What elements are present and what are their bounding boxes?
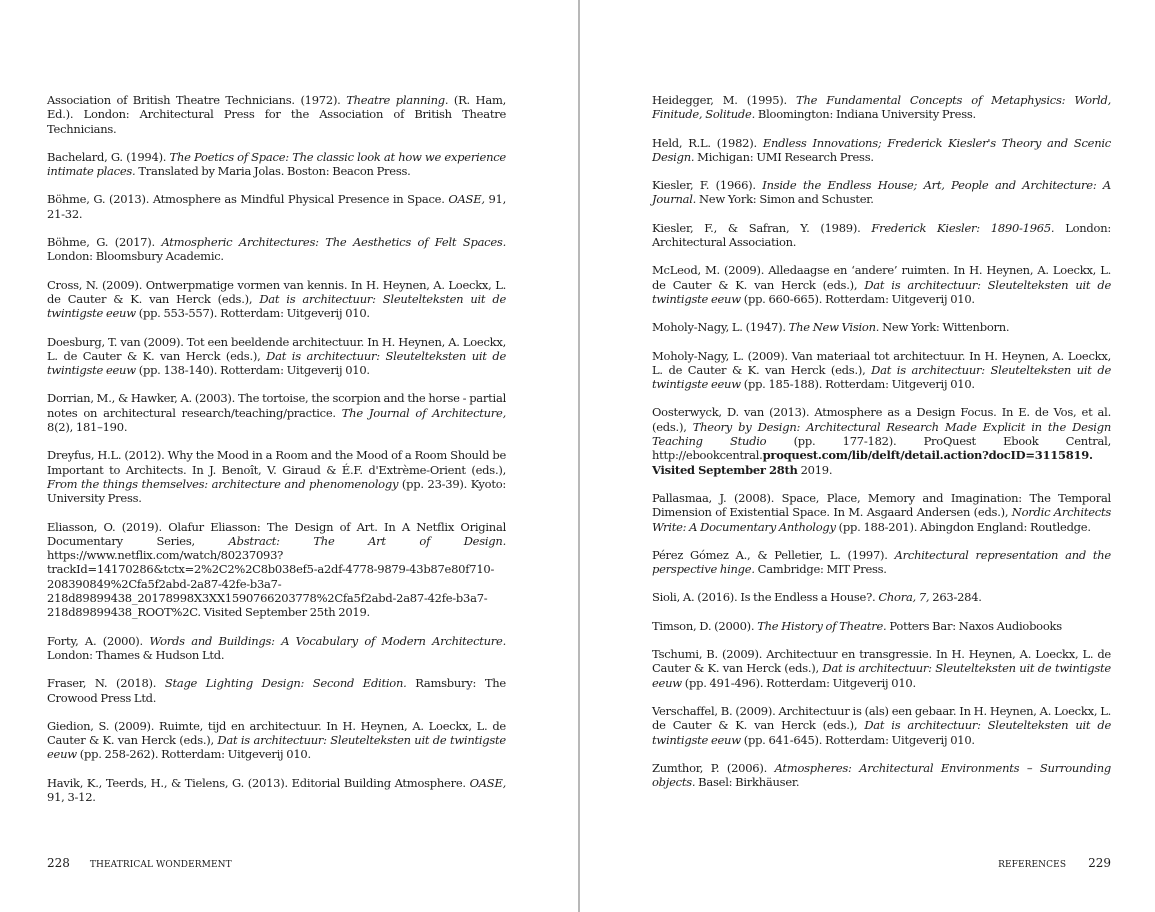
reference-entry [47, 719, 506, 762]
reference-text: https://www.netflix.com/watch/80237093?trackId=14170286&tctx=2%2C2%2C8b038ef5-a2df-4778-9879-43b87e80f710-208390849%2Cfa5f2abd-2a87-42fe-b3a7-218d89899438_20178998X3XX1590766203778%2Cfa5f2abd-2a87-42fe-b3a7-218d89899438_ROOT%2C. Visited September 25th 2019. [47, 548, 495, 620]
reference-title-text: Architectural representation and the perspective hinge. [652, 547, 1111, 577]
reference-list [47, 93, 506, 818]
reference-text: (pp. 177-182). ProQuest Ebook Central, http://ebookcentral. [652, 434, 1111, 463]
reference-title-text: Stage Lighting Design: Second Edition. [164, 676, 407, 691]
page-number: 228 [47, 856, 70, 870]
reference-text: Translated by Maria Jolas. Boston: Beacon Press. [135, 164, 411, 179]
reference-text: (pp. 138-140). Rotterdam: Uitgeverij 010. [135, 363, 370, 378]
page-footer [998, 856, 1111, 872]
reference-entry [652, 405, 1111, 476]
reference-entry [652, 93, 1111, 122]
reference-text: McLeod, M. (2009). Alledaagse en ‘andere’ ruimten. In H. Heynen, A. Loeckx, L. de Cauter & K. van Herck (eds.), [652, 263, 1111, 292]
reference-text: New York: Simon and Schuster. [696, 192, 874, 207]
reference-entry [47, 93, 506, 136]
reference-text: London: Architectural Association. [652, 220, 1111, 250]
reference-text: Oosterwyck, D. van (2013). Atmosphere as a Design Focus. In E. de Vos, et al. (eds.), [652, 405, 1111, 434]
reference-title-text: Dat is architectuur: Sleutelteksten uit de twintigste eeuw [652, 362, 1111, 392]
reference-text: Association of British Theatre Technicians. (1972). [47, 93, 347, 107]
reference-text: Pérez Gómez A., & Pelletier, L. (1997). [652, 547, 895, 562]
reference-text: Basel: Birkhäuser. [695, 775, 800, 790]
reference-text: Potters Bar: Naxos Audiobooks [886, 618, 1062, 633]
reference-title-text: Theatre planning. [346, 93, 449, 107]
reference-title-text: The Journal of Architecture, [341, 405, 507, 420]
reference-text: Verschaffel, B. (2009). Architectuur is (als) een gebaar. In H. Heynen, A. Loeckx, L. de Cauter & K. van Herck (eds.), [652, 703, 1111, 733]
reference-text: 91, 3-12. [47, 789, 96, 804]
reference-title-text: Abstract: The Art of Design. [228, 533, 506, 548]
reference-text: Havik, K., Teerds, H., & Tielens, G. (2013). Editorial Building Atmosphere. [47, 775, 470, 790]
reference-text: (pp. 553-557). Rotterdam: Uitgeverij 010. [135, 306, 370, 321]
reference-entry [47, 776, 506, 805]
reference-text: Fraser, N. (2018). [47, 676, 165, 691]
reference-title-text: Endless Innovations; Frederick Kiesler's Theory and Scenic Design. [652, 135, 1111, 164]
reference-title-text: OASE, [469, 775, 506, 790]
reference-text: Giedion, S. (2009). Ruimte, tijd en architectuur. In H. Heynen, A. Loeckx, L. de Cauter & K. van Herck (eds.), [47, 718, 506, 748]
reference-text: Böhme, G. (2017). [47, 235, 162, 250]
reference-text: Tschumi, B. (2009). Architectuur en transgressie. In H. Heynen, A. Loeckx, L. de Cauter & K. van Herck (eds.), [652, 647, 1111, 676]
reference-entry [47, 520, 506, 620]
reference-entry [652, 761, 1111, 790]
reference-text: Kiesler, F. (1966). [652, 178, 763, 193]
reference-entry [652, 619, 1111, 633]
reference-text: Böhme, G. (2013). Atmosphere as Mindful Physical Presence in Space. [47, 192, 449, 207]
reference-text: 8(2), 181–190. [47, 420, 128, 435]
reference-text: Pallasmaa, J. (2008). Space, Place, Memory and Imagination: The Temporal Dimension of Existential Space. In M. Asgaard Andersen (eds.), [652, 490, 1111, 520]
reference-entry [47, 192, 506, 221]
reference-text: Eliasson, O. (2019). Olafur Eliasson: The Design of Art. In A Netflix Original Documentary Series, [47, 519, 506, 548]
reference-title-text: Chora, 7, [878, 590, 930, 605]
reference-text: (pp. 491-496). Rotterdam: Uitgeverij 010. [681, 675, 916, 690]
reference-entry [652, 136, 1111, 165]
reference-text: (pp. 23-39). Kyoto: University Press. [47, 476, 506, 506]
reference-entry [652, 647, 1111, 690]
reference-text: Bloomington: Indiana University Press. [755, 107, 976, 122]
reference-title-text: Frederick Kiesler: 1890-1965. [871, 220, 1055, 235]
reference-text: Bachelard, G. (1994). [47, 149, 170, 164]
reference-text: 263-284. [929, 590, 982, 605]
reference-entry [47, 634, 506, 663]
reference-text: Heidegger, M. (1995). [652, 93, 797, 107]
reference-text: Timson, D. (2000). [652, 618, 758, 633]
reference-entry [652, 704, 1111, 747]
reference-entry [652, 548, 1111, 577]
reference-title-text: Nordic Architects Write: A Documentary Anthology [652, 505, 1111, 534]
running-head: REFERENCES [998, 860, 1067, 870]
reference-text: Cross, N. (2009). Ontwerpmatige vormen van kennis. In H. Heynen, A. Loeckx, L. de Cauter & K. van Herck (eds.), [47, 277, 506, 306]
reference-text: Ramsbury: The Crowood Press Ltd. [47, 676, 506, 705]
reference-title-text: Dat is architectuur: Sleutelteksten uit de twintigste eeuw [652, 661, 1111, 690]
reference-entry [47, 335, 506, 378]
reference-text: Sioli, A. (2016). Is the Endless a House?. [652, 590, 879, 605]
reference-text: 2019. [797, 462, 833, 477]
reference-text: (pp. 660-665). Rotterdam: Uitgeverij 010. [740, 291, 975, 306]
reference-text: (pp. 188-201). Abingdon England: Routledge. [835, 519, 1091, 534]
reference-list [652, 93, 1111, 803]
reference-text: (pp. 185-188). Rotterdam: Uitgeverij 010. [740, 377, 975, 392]
page-footer [47, 856, 232, 872]
reference-text: Cambridge: MIT Press. [754, 562, 887, 577]
reference-entry [47, 448, 506, 505]
reference-entry [47, 676, 506, 705]
reference-title-text: From the things themselves: architecture and phenomenology [47, 476, 399, 491]
reference-text: (R. Ham, Ed.). London: Architectural Press for the Association of British Theatre Technicians. [47, 93, 507, 136]
reference-entry [652, 263, 1111, 306]
reference-text: Kiesler, F., & Safran, Y. (1989). [652, 220, 872, 235]
reference-text: Moholy-Nagy, L. (1947). [652, 320, 789, 335]
reference-title-text: The New Vision. [788, 320, 880, 335]
reference-text: (pp. 258-262). Rotterdam: Uitgeverij 010. [76, 747, 311, 762]
reference-title-text: OASE, [448, 192, 485, 207]
reference-entry [47, 150, 506, 179]
reference-entry [47, 391, 506, 434]
right-page [580, 0, 1155, 912]
reference-text: Forty, A. (2000). [47, 633, 150, 648]
reference-title-text: Dat is architectuur: Sleutelteksten uit de twintigste eeuw [47, 291, 506, 321]
reference-entry [652, 320, 1111, 334]
reference-text: London: Bloomsbury Academic. [47, 249, 224, 264]
reference-title-text: Dat is architectuur: Sleutelteksten uit de twintigste eeuw [652, 277, 1111, 306]
running-head: THEATRICAL WONDERMENT [89, 860, 232, 870]
reference-text: Zumthor, P. (2006). [652, 760, 775, 775]
reference-entry [652, 590, 1111, 604]
reference-title-text: Atmospheric Architectures: The Aesthetics of Felt Spaces. [161, 235, 506, 250]
reference-title-text: Words and Buildings: A Vocabulary of Modern Architecture. [149, 633, 507, 648]
reference-title-text: Inside the Endless House; Art, People and Architecture: A Journal. [652, 178, 1111, 207]
reference-entry [47, 278, 506, 321]
reference-title-text: Atmospheres: Architectural Environments – Surrounding objects. [652, 760, 1111, 790]
reference-title-text: The Fundamental Concepts of Metaphysics: World, Finitude, Solitude. [652, 93, 1111, 122]
reference-title-text: The History of Theatre. [757, 618, 887, 633]
reference-text: 91, 21-32. [47, 192, 506, 221]
page-number: 229 [1088, 856, 1111, 870]
reference-title-text: Theory by Design: Architectural Research Made Explicit in the Design Teaching Studio [652, 419, 1111, 449]
reference-title-text: The Poetics of Space: The classic look at how we experience intimate places. [47, 149, 506, 179]
reference-text: Dorrian, M., & Hawker, A. (2003). The tortoise, the scorpion and the horse - partial notes on architectural research/teaching/practice. [47, 391, 506, 420]
reference-text: proquest.com/lib/delft/detail.action?docID=3115819. Visited September 28th [652, 448, 1093, 477]
reference-title-text: Dat is architectuur: Sleutelteksten uit de twintigste eeuw [47, 733, 506, 762]
reference-text: New York: Wittenborn. [879, 320, 1010, 335]
reference-text: Michigan: UMI Research Press. [694, 149, 874, 164]
reference-entry [652, 221, 1111, 250]
reference-text: Doesburg, T. van (2009). Tot een beeldende architectuur. In H. Heynen, A. Loeckx, L. de Cauter & K. van Herck (eds.), [47, 334, 506, 363]
reference-title-text: Dat is architectuur: Sleutelteksten uit de twintigste eeuw [652, 718, 1111, 747]
reference-text: Dreyfus, H.L. (2012). Why the Mood in a Room and the Mood of a Room Should be Important to Architects. In J. Benoît, V. Giraud & É.F. d'Extrème-Orient (eds.), [47, 448, 506, 477]
reference-text: Moholy-Nagy, L. (2009). Van materiaal tot architectuur. In H. Heynen, A. Loeckx, L. de Cauter & K. van Herck (eds.), [652, 348, 1111, 377]
reference-text: Held, R.L. (1982). [652, 135, 763, 150]
reference-entry [652, 178, 1111, 207]
reference-text: (pp. 641-645). Rotterdam: Uitgeverij 010. [740, 732, 975, 747]
reference-entry [652, 349, 1111, 392]
reference-entry [47, 235, 506, 264]
reference-entry [652, 491, 1111, 534]
reference-text: London: Thames & Hudson Ltd. [47, 647, 225, 662]
reference-title-text: Dat is architectuur: Sleutelteksten uit de twintigste eeuw [47, 348, 506, 378]
